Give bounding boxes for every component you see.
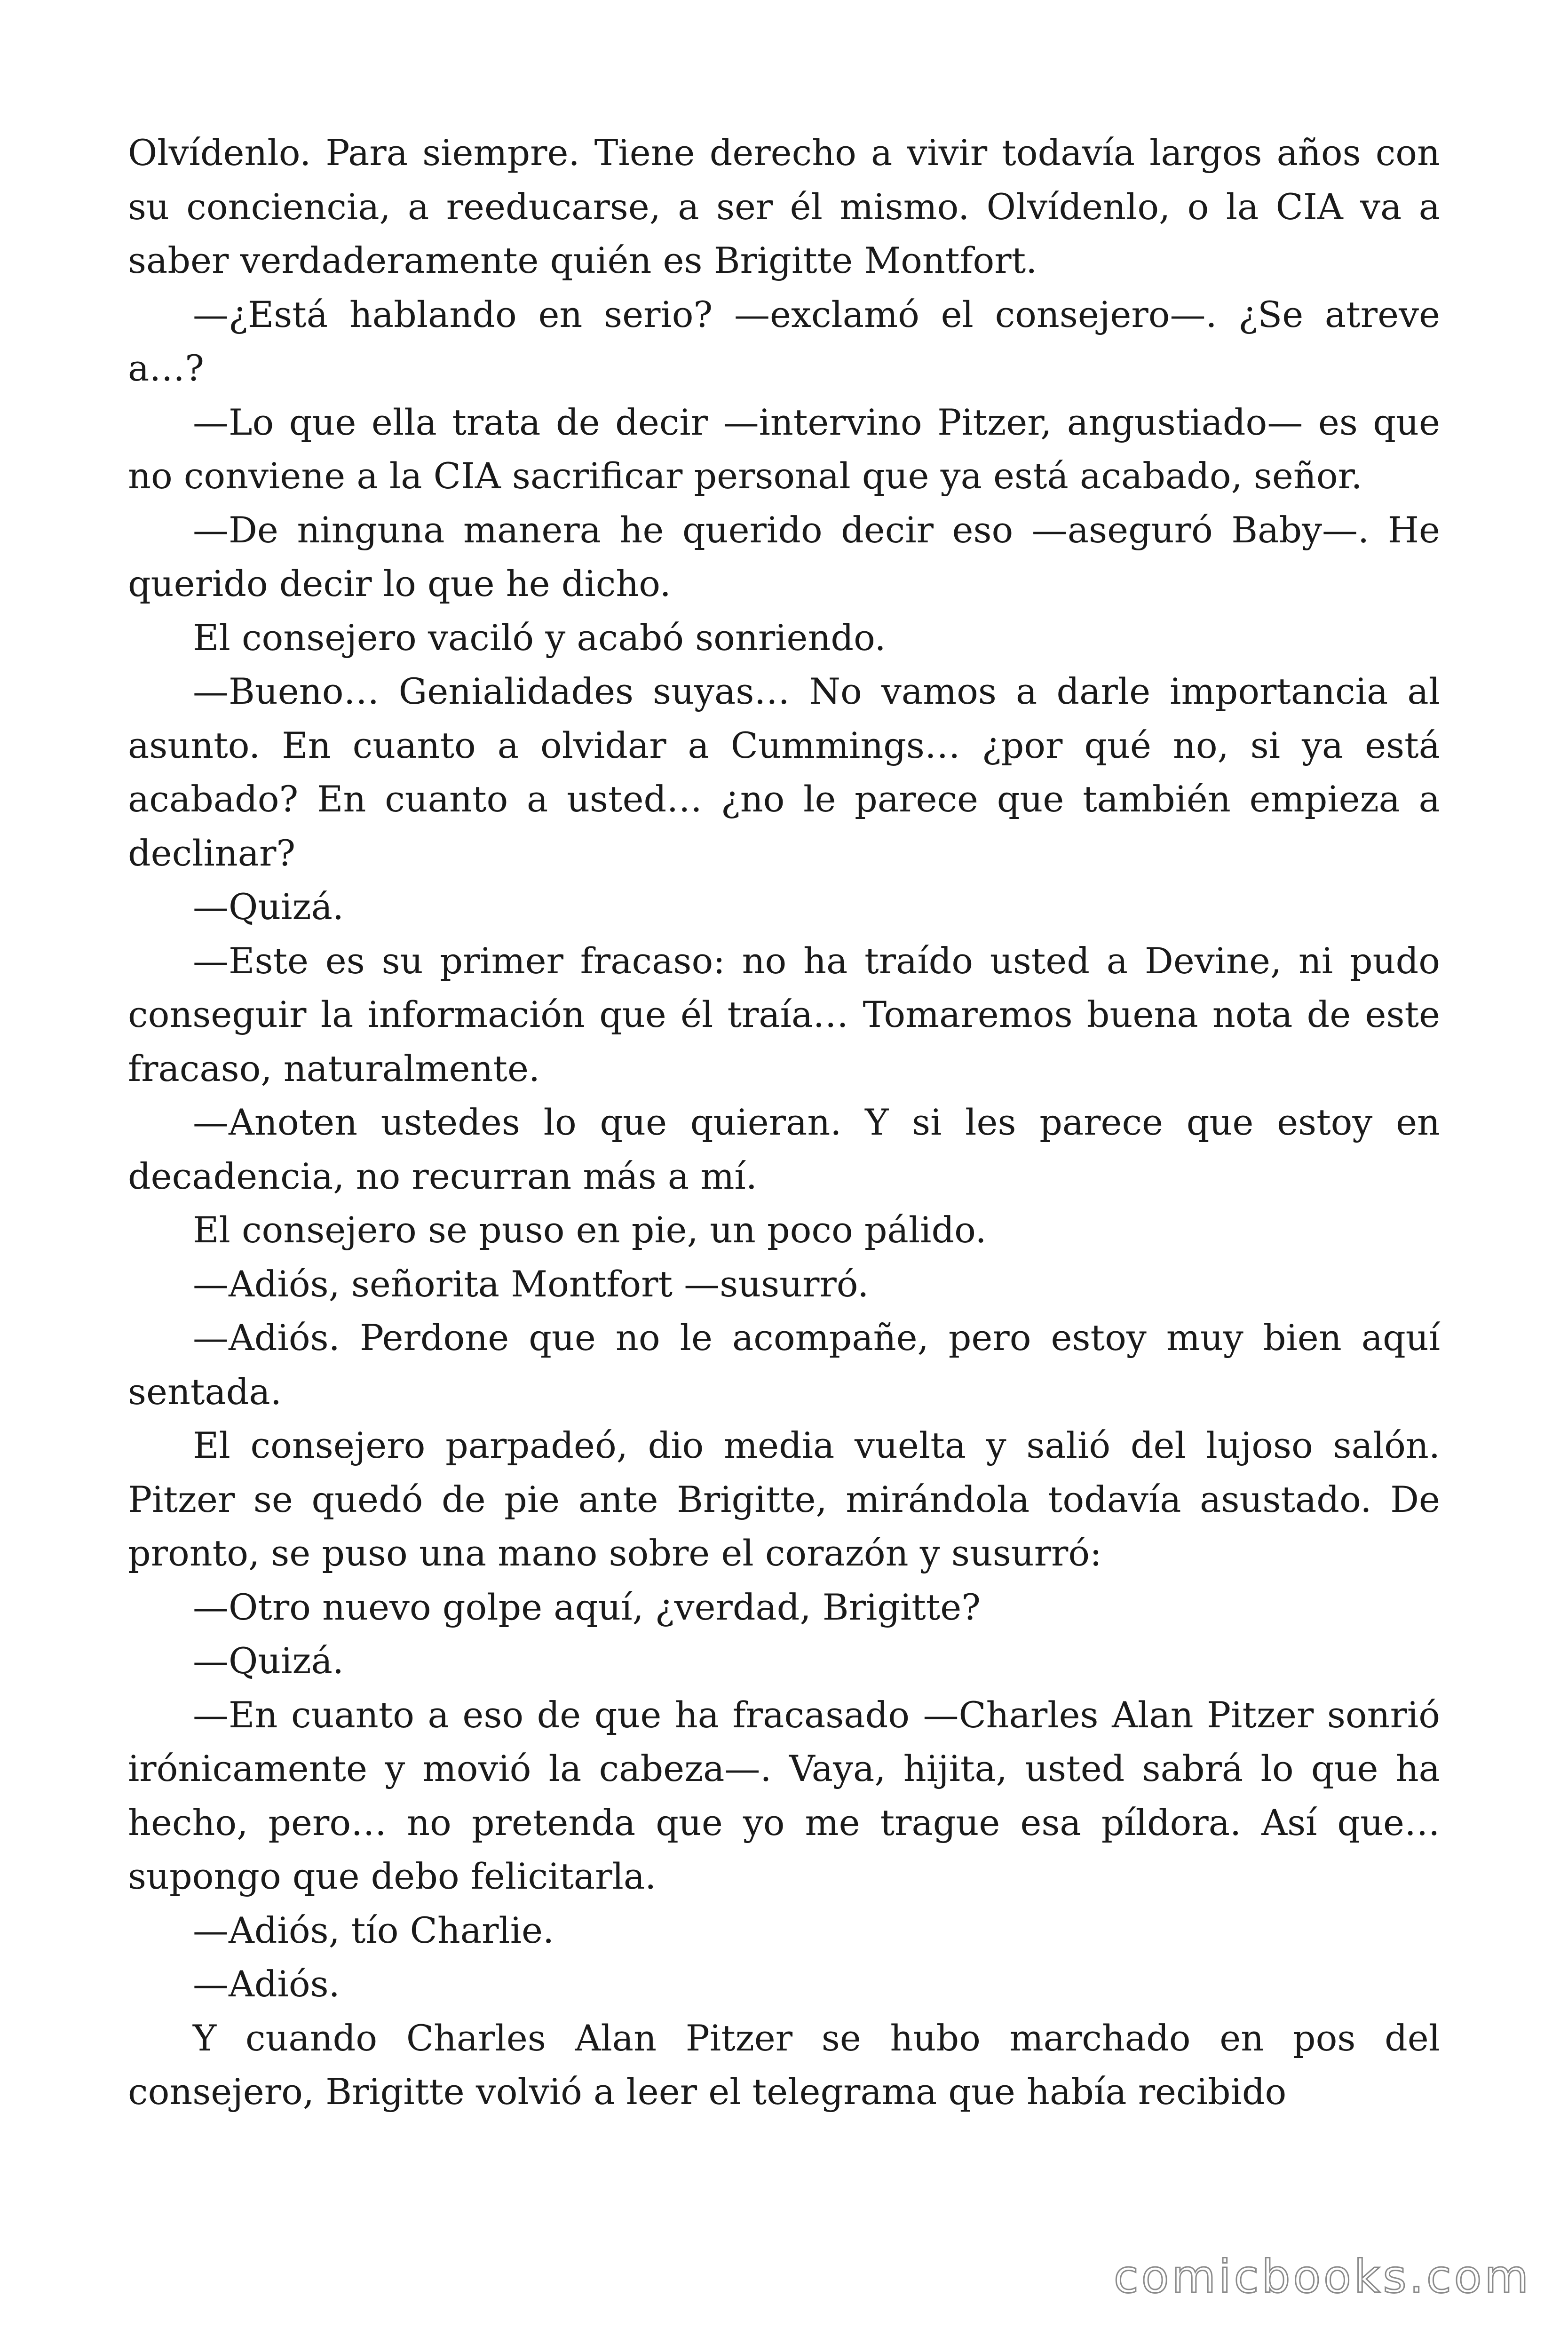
paragraph-9: —Anoten ustedes lo que quieran. Y si les parece que estoy en decadencia, no recurran más a mí. <box>128 1101 1440 1197</box>
watermark: comicbooks.com <box>1113 2250 1531 2303</box>
paragraph-6: —Bueno… Genialidades suyas… No vamos a darle importancia al asunto. En cuanto a olvidar a Cummings… ¿por qué no, si ya está acabado? En cuanto a usted… ¿no le parece que también empieza a declinar? <box>128 670 1440 874</box>
paragraph-15: —Quizá. <box>193 1640 344 1682</box>
paragraph-2: —¿Está hablando en serio? —exclamó el consejero—. ¿Se atreve a…? <box>128 293 1440 389</box>
paragraph-8: —Este es su primer fracaso: no ha traído usted a Devine, ni pudo conseguir la información que él traía… Tomaremos buena nota de este fracaso, naturalmente. <box>128 939 1440 1089</box>
paragraph-10: El consejero se puso en pie, un poco pálido. <box>193 1209 987 1251</box>
paragraph-11: —Adiós, señorita Montfort —susurró. <box>193 1263 869 1305</box>
paragraph-7: —Quizá. <box>193 886 344 928</box>
paragraph-12: —Adiós. Perdone que no le acompañe, pero estoy muy bien aquí sentada. <box>128 1317 1440 1413</box>
paragraph-17: —Adiós, tío Charlie. <box>193 1909 554 1951</box>
paragraph-1: Olvídenlo. Para siempre. Tiene derecho a vivir todavía largos años con su conciencia, a reeducarse, a ser él mismo. Olvídenlo, o la CIA va a saber verdaderamente quién es Brigitte Montfort. <box>128 132 1440 281</box>
page-body <box>128 126 1440 2119</box>
paragraph-16: —En cuanto a eso de que ha fracasado —Charles Alan Pitzer sonrió irónicamente y movió la cabeza—. Vaya, hijita, usted sabrá lo que ha hecho, pero… no pretenda que yo me trague esa píldora. Así que… supongo que debo felicitarla. <box>128 1693 1440 1897</box>
paragraph-4: —De ninguna manera he querido decir eso —aseguró Baby—. He querido decir lo que he dicho. <box>128 509 1440 604</box>
paragraph-14: —Otro nuevo golpe aquí, ¿verdad, Brigitte? <box>193 1586 981 1628</box>
paragraph-19: Y cuando Charles Alan Pitzer se hubo marchado en pos del consejero, Brigitte volvió a leer el telegrama que había recibido <box>128 2017 1440 2113</box>
paragraph-18: —Adiós. <box>193 1963 340 2005</box>
paragraph-5: El consejero vaciló y acabó sonriendo. <box>193 616 886 659</box>
paragraph-13: El consejero parpadeó, dio media vuelta y salió del lujoso salón. Pitzer se quedó de pie ante Brigitte, mirándola todavía asustado. De pronto, se puso una mano sobre el corazón y susurró: <box>128 1424 1440 1574</box>
paragraph-3: —Lo que ella trata de decir —intervino Pitzer, angustiado— es que no conviene a la CIA sacrificar personal que ya está acabado, señor. <box>128 401 1440 497</box>
